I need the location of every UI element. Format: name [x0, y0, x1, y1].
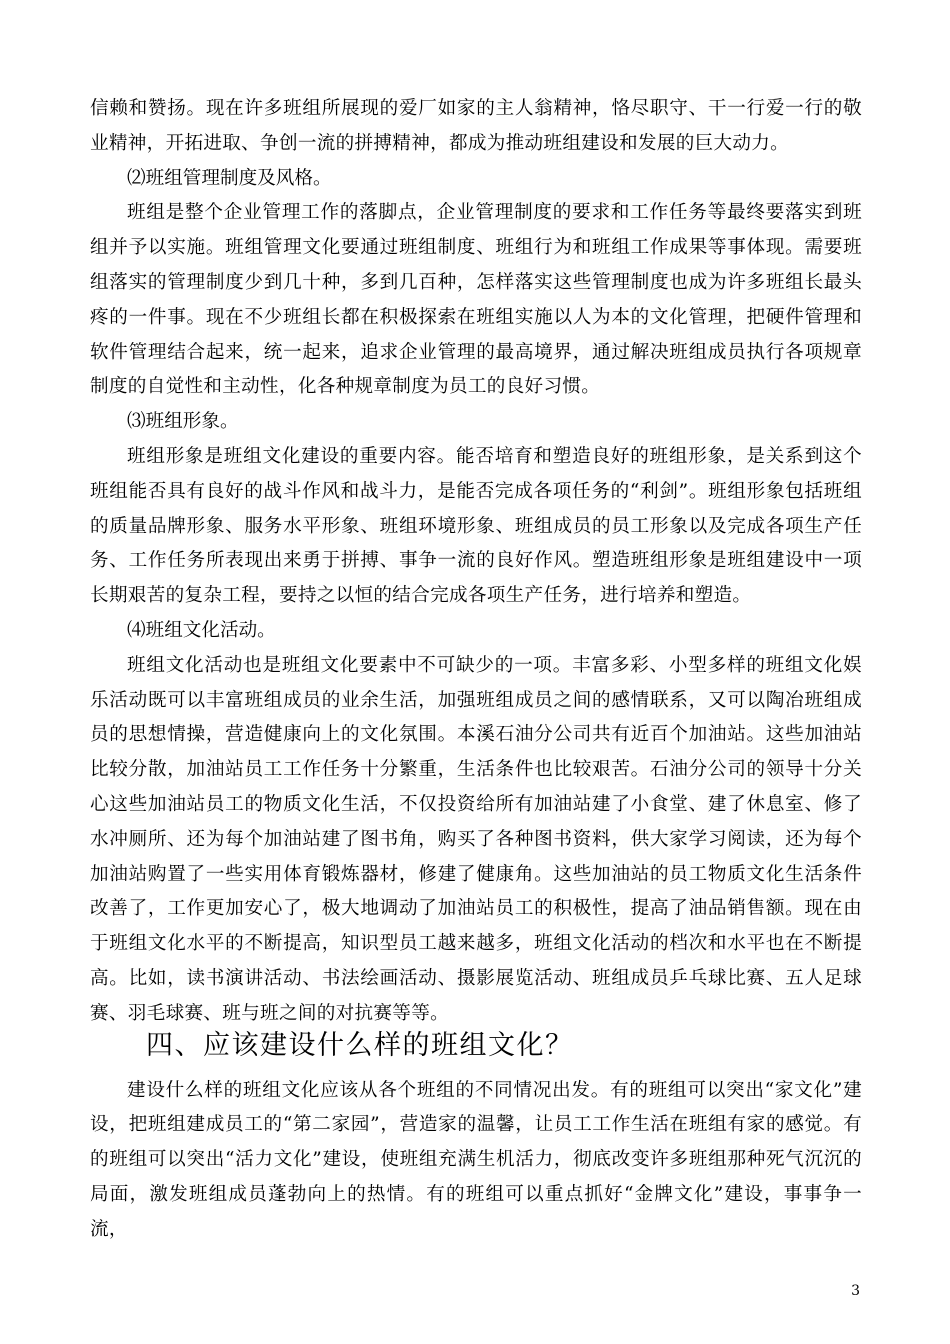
section-heading: 四、应该建设什么样的班组文化？ — [146, 1029, 574, 1061]
paragraph-what-culture: 建设什么样的班组文化应该从各个班组的不同情况出发。有的班组可以突出“家文化”建设，把班组建成员工的“第二家园”，营造家的温馨，让员工工作生活在班组有家的感觉。有的班组可以突出“活力文化”建设，使班组充满生机活力，彻底改变许多班组那种死气沉沉的局面，激发班组成员蓬勃向上的热情。有的班组可以重点抓好“金牌文化”建设，事事争一流， — [90, 1079, 862, 1240]
page-number: 3 — [851, 1283, 860, 1299]
paragraph-cultural-activities: 班组文化活动也是班组文化要素中不可缺少的一项。丰富多彩、小型多样的班组文化娱乐活动既可以丰富班组成员的业余生活，加强班组成员之间的感情联系，又可以陶冶班组成员的思想情操，营造健康向上的文化氛围。本溪石油分公司共有近百个加油站。这些加油站比较分散，加油站员工工作任务十分繁重，生活条件也比较艰苦。石油分公司的领导十分关心这些加油站员工的物质文化生活，不仅投资给所有加油站建了小食堂、建了休息室、修了水冲厕所、还为每个加油站建了图书角，购买了各种图书资料，供大家学习阅读，还为每个加油站购置了一些实用体育锻炼器材，修建了健康角。这些加油站的员工物质文化生活条件改善了，工作更加安心了，极大地调动了加油站员工的积极性，提高了油品销售额。现在由于班组文化水平的不断提高，知识型员工越来越多，班组文化活动的档次和水平也在不断提高。比如，读书演讲活动、书法绘画活动、摄影展览活动、班组成员乒乓球比赛、五人足球赛、羽毛球赛、班与班之间的对抗赛等等。 — [90, 654, 862, 1024]
paragraph-management-system: 班组是整个企业管理工作的落脚点，企业管理制度的要求和工作任务等最终要落实到班组并予以实施。班组管理文化要通过班组制度、班组行为和班组工作成果等事体现。需要班组落实的管理制度少到几十种，多到几百种，怎样落实这些管理制度也成为许多班组长最头疼的一件事。现在不少班组长都在积极探索在班组实施以人为本的文化管理，把硬件管理和软件管理结合起来，统一起来，追求企业管理的最高境界，通过解决班组成员执行各项规章制度的自觉性和主动性，化各种规章制度为员工的良好习惯。 — [90, 202, 862, 398]
subheading-team-image: ⑶班组形象。 — [127, 411, 239, 433]
page-body — [90, 92, 862, 1248]
subheading-cultural-activities: ⑷班组文化活动。 — [127, 619, 276, 641]
subheading-management-system: ⑵班组管理制度及风格。 — [127, 167, 332, 189]
paragraph-team-image: 班组形象是班组文化建设的重要内容。能否培育和塑造良好的班组形象，是关系到这个班组能否具有良好的战斗作风和战斗力，是能否完成各项任务的“利剑”。班组形象包括班组的质量品牌形象、服务水平形象、班组环境形象、班组成员的员工形象以及完成各项生产任务、工作任务所表现出来勇于拼搏、事争一流的良好作风。塑造班组形象是班组建设中一项长期艰苦的复杂工程，要持之以恒的结合完成各项生产任务，进行培养和塑造。 — [90, 445, 862, 607]
paragraph-continuation: 信赖和赞扬。现在许多班组所展现的爱厂如家的主人翁精神，恪尽职守、干一行爱一行的敬业精神，开拓进取、争创一流的拼搏精神，都成为推动班组建设和发展的巨大动力。 — [90, 98, 862, 154]
